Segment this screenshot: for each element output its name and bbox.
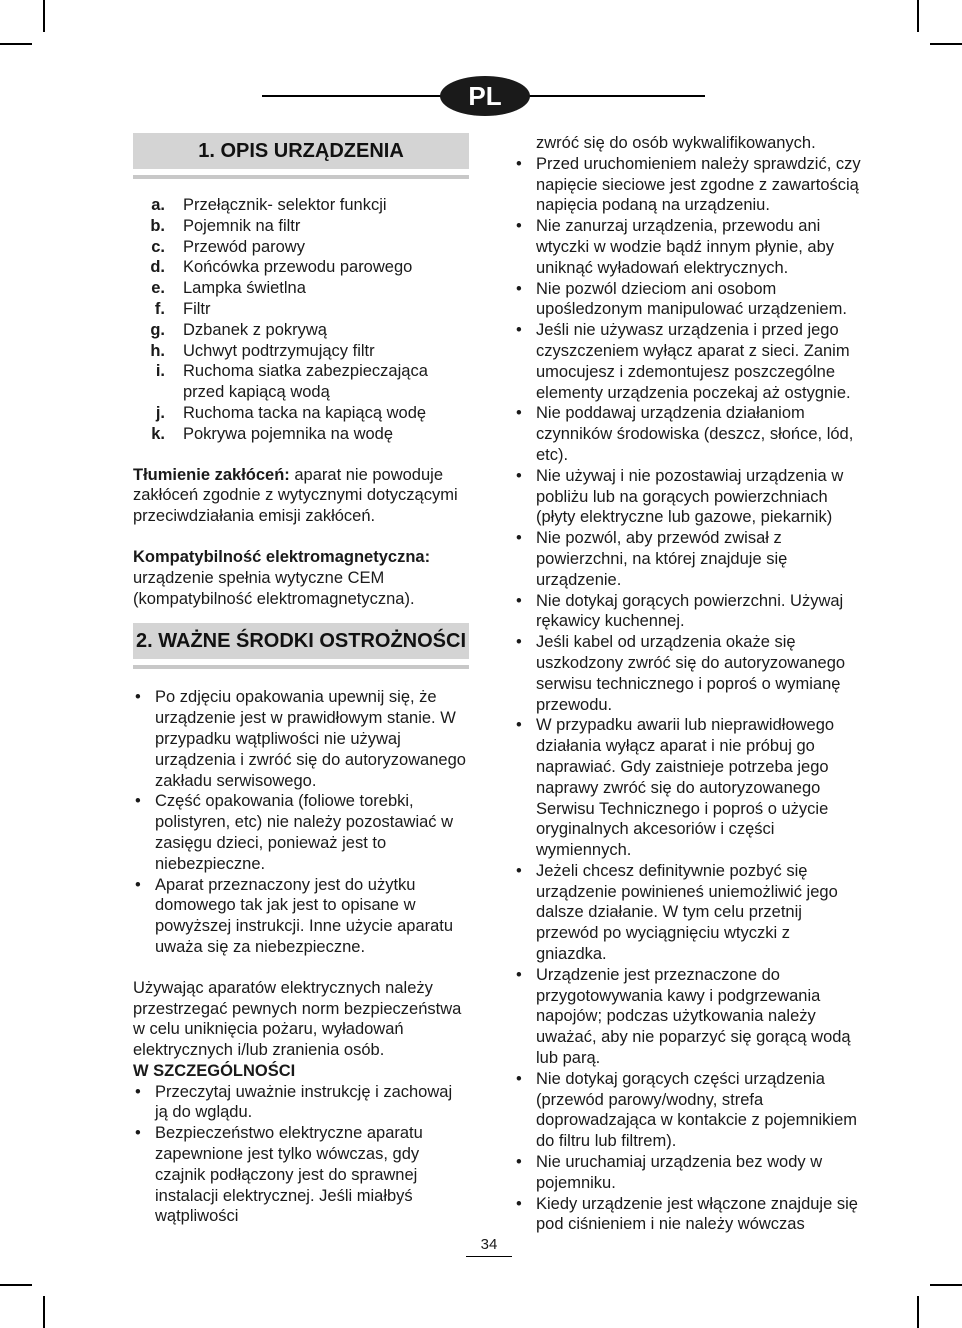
crop-mark	[0, 43, 32, 45]
list-item: g. Dzbanek z pokrywą	[150, 320, 327, 339]
list-item: k. Pokrywa pojemnika na wodę	[151, 424, 394, 443]
crop-mark	[917, 1296, 919, 1328]
section-2-rule	[133, 665, 469, 669]
safety-intro: Używając aparatów elektrycznych należy przestrzegać pewnych norm bezpieczeństwa w celu uniknięcia pożaru, wyładowań elektrycznych i/lub zranienia osób.	[133, 978, 462, 1060]
list-item: • Jeśli kabel od urządzenia okaże się uszkodzony zwróć się do autoryzowanego serwisu technicznego i poproś o wymianę przewodu.	[516, 633, 846, 714]
subheading: W SZCZEGÓLNOŚCI	[133, 1061, 296, 1080]
page-number: 34	[466, 1236, 512, 1257]
list-item: • Nie używaj i nie pozostawiaj urządzenia w pobliżu lub na gorących powierzchniach (płyty elektryczne lub gazowe, piekarnik)	[516, 466, 844, 527]
list-item: • Bezpieczeństwo elektryczne aparatu zapewnione jest tylko wówczas, gdy czajnik podłączony jest do sprawnej instalacji elektrycznej. Jeśli miałbyś wątpliwości	[135, 1124, 423, 1226]
list-item: h. Uchwyt podtrzymujący filtr	[150, 341, 375, 360]
list-item: • Część opakowania (foliowe torebki, polistyren, etc) nie należy pozostawiać w zasięgu dzieci, ponieważ jest to niebezpieczne.	[135, 792, 454, 873]
list-item: • Jeżeli chcesz definitywnie pozbyć się urządzenie powinieneś uniemożliwić jego dalsze działanie. W tym celu przetnij przewód po wyciągnięciu wtyczki z gniazdka.	[516, 861, 838, 964]
list-item: • Przed uruchomieniem należy sprawdzić, czy napięcie sieciowe jest zgodne z zawartością napięcia podaną na urządzeniu.	[516, 154, 861, 215]
list-item: • Nie pozwól dzieciom ani osobom upośledzonym manipulować urządzeniem.	[516, 279, 847, 319]
section-1-title: 1. OPIS URZĄDZENIA	[133, 133, 469, 169]
list-item: e. Lampka świetlna	[151, 279, 306, 298]
language-badge: PL	[440, 76, 530, 116]
list-item: • Po zdjęciu opakowania upewnij się, że urządzenie jest w prawidłowym stanie. W przypadku wątpliwości nie używaj urządzenia i zwróć się do autoryzowanego zakładu serwisowego.	[135, 688, 466, 790]
section-1-rule	[133, 175, 469, 179]
list-item: • Nie dotykaj gorących części urządzenia (przewód parowy/wodny, strefa doprowadzająca w kontakcie z pojemnikiem do filtru lub filtrem).	[516, 1069, 857, 1151]
parts-list	[133, 195, 469, 445]
crop-mark	[930, 1284, 962, 1286]
list-item: • Nie pozwól, aby przewód zwisał z powierzchni, na której znajduje się urządzenie.	[516, 529, 788, 589]
crop-mark	[930, 43, 962, 45]
list-item: • Jeśli nie używasz urządzenia i przed jego czyszczeniem wyłącz aparat z sieci. Zanim umocujesz i zdemontujesz poszczególne elementy urządzenia poczekaj aż ostygnie.	[516, 321, 851, 402]
crop-mark	[43, 1296, 45, 1328]
list-item: f. Filtr	[154, 299, 211, 318]
list-item: • Nie dotykaj gorących powierzchni. Używaj rękawicy kuchennej.	[516, 591, 844, 631]
crop-mark	[0, 1284, 32, 1286]
crop-mark	[43, 0, 45, 32]
list-item: • Nie uruchamiaj urządzenia bez wody w pojemniku.	[516, 1153, 823, 1192]
list-item: i. Ruchoma siatka zabezpieczająca przed kapiącą wodą	[155, 362, 428, 402]
right-column	[514, 133, 862, 1235]
precautions-list-a	[133, 687, 469, 957]
precautions-list-b	[133, 1082, 469, 1228]
crop-mark	[917, 0, 919, 32]
list-item: c. Przewód parowy	[151, 237, 305, 256]
list-item: • Urządzenie jest przeznaczone do przygotowywania kawy i podgrzewania napojów; podczas użytkowania należy uważać, aby nie poparzyć się gorącą wodą lub parą.	[516, 965, 851, 1068]
list-item: • Nie poddawaj urządzenia działaniom czynników środowiska (deszcz, słońce, lód, etc).	[516, 404, 854, 464]
interference-paragraph: Tłumienie zakłóceń: aparat nie powoduje zakłóceń zgodnie z wytycznymi dotyczącymi przeciwdziałania emisji zakłóceń.	[133, 465, 458, 526]
list-item: • Kiedy urządzenie jest włączone znajduje się pod ciśnieniem i nie należy wówczas	[516, 1194, 858, 1234]
precautions-list-c	[514, 154, 862, 1235]
emc-paragraph: Kompatybilność elektromagnetyczna: urządzenie spełnia wytyczne CEM (kompatybilność elektromagnetyczna).	[133, 547, 431, 608]
list-item: a. Przełącznik- selektor funkcji	[151, 196, 387, 214]
left-column	[133, 133, 469, 1227]
list-item: • Nie zanurzaj urządzenia, przewodu ani wtyczki w wodzie bądź innym płynie, aby uniknąć wyładowań elektrycznych.	[516, 217, 835, 277]
continuation-text: zwróć się do osób wykwalifikowanych.	[536, 134, 816, 152]
list-item: • W przypadku awarii lub nieprawidłowego działania wyłącz aparat i nie próbuj go naprawiać. Gdy zaistnieje potrzeba jego naprawy zwróć się do autoryzowanego Serwisu Technicznego i poproś o użycie oryginalnych akcesoriów i części wymiennych.	[516, 716, 835, 860]
list-item: d. Końcówka przewodu parowego	[150, 258, 413, 277]
list-item: • Przeczytaj uważnie instrukcję i zachowaj ją do wglądu.	[135, 1082, 453, 1122]
list-item: • Aparat przeznaczony jest do użytku domowego tak jak jest to opisane w powyższej instrukcji. Inne użycie aparatu uważa się za niebezpieczne.	[135, 875, 454, 956]
list-item: j. Ruchoma tacka na kapiącą wodę	[155, 403, 427, 422]
list-item: b. Pojemnik na filtr	[150, 216, 301, 235]
section-2-title: 2. WAŻNE ŚRODKI OSTROŻNOŚCI	[133, 623, 469, 659]
